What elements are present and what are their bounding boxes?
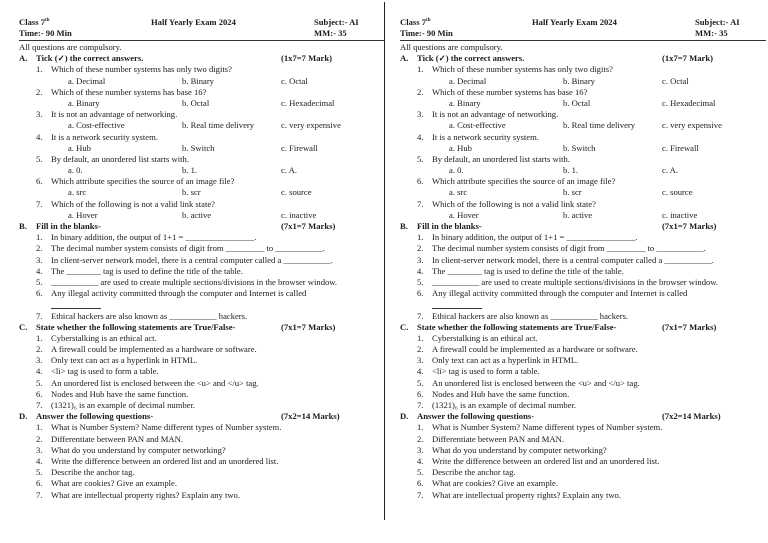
question-line [19,434,385,445]
option-a: a. Hub [68,142,91,153]
option-a: a. Decimal [68,75,106,86]
question-text: Only text can act as a hyperlink in HTML. [51,355,198,366]
question-line [19,243,385,254]
question-line [19,467,385,478]
question-text: (1321)₆ is an example of decimal number. [432,400,577,410]
option-b: b. Octal [563,97,591,108]
question-line [19,311,385,322]
section-heading [19,221,385,232]
question-line [19,490,385,501]
section-marks: (1x7=7 Mark) [662,53,713,64]
question-text: Describe the anchor tag. [51,467,135,478]
option-c: c. Hexadecimal [281,97,335,108]
option-a: a. Cost-effective [68,120,125,131]
section-marks: (7x1=7 Marks) [281,221,336,231]
section-heading [19,322,385,333]
section-letter: A. [400,53,409,64]
section-marks: (7x1=7 Marks) [662,321,717,332]
question-number: 3. [417,254,424,265]
question-text: An unordered list is enclosed between the <u> and </u> tag. [432,377,640,388]
question-line [19,199,385,210]
question-text: It is a network security system. [51,131,158,142]
option-c: c. A. [662,165,678,176]
question-text: What are cookies? Give an example. [432,478,558,489]
question-number: 2. [417,344,424,355]
question-text: It is a network security system. [432,131,539,142]
question-text: The decimal number system consists of digit from _________ to ___________. [432,243,706,254]
question-number: 2. [36,433,43,444]
options-row [400,120,766,131]
section-title: Tick (✓) the correct answers. [417,53,525,64]
answer-blank-line [19,299,385,310]
class-label [19,17,49,28]
answer-blank-line [400,299,766,310]
options-row [19,76,385,87]
question-line [19,176,385,187]
question-number: 4. [417,265,424,276]
class-superscript: th [45,18,50,24]
blank-underline [432,299,482,309]
question-number: 1. [417,422,424,433]
question-text: Which attribute specifies the source of an image file? [51,176,235,187]
option-b: b. scr [182,187,201,198]
class-text: Class 7 [400,17,427,27]
option-c: c. source [662,187,693,198]
time-label: Time:- 90 Min [19,28,72,38]
question-text: Any illegal activity committed through the computer and Internet is called [432,288,688,299]
question-line [400,445,766,456]
question-text: What are intellectual property rights? Explain any two. [432,489,621,500]
question-text: What do you understand by computer networking? [432,444,607,455]
section-marks: (7x1=7 Marks) [281,321,336,332]
question-number: 4. [36,265,43,276]
question-text: Write the difference between an ordered list and an unordered list. [432,455,660,466]
question-number: 4. [36,131,43,142]
section-title: Answer the following questions- [36,411,154,422]
question-line [400,64,766,75]
option-a: a. src [68,187,87,198]
question-line [19,109,385,120]
option-a: a. Hover [449,209,479,220]
question-line [400,132,766,143]
question-text: Describe the anchor tag. [432,467,516,478]
option-a: a. Decimal [449,75,487,86]
section-heading [400,221,766,232]
question-text: In binary addition, the output of 1+1 = ________________. [432,232,638,243]
section-heading [400,322,766,333]
question-number: 3. [36,444,43,455]
question-text: <li> tag is used to form a table. [432,366,540,377]
question-line [400,434,766,445]
question-number: 5. [417,377,424,388]
question-line [19,478,385,489]
page-divider [384,2,385,520]
question-text: By default, an unordered list starts with. [51,153,189,164]
option-b: b. active [563,209,593,220]
section-marks: (7x2=14 Marks) [281,411,340,422]
section-title: State whether the following statements are True/False- [36,321,236,332]
question-text: ___________ are used to create multiple sections/divisions in the browser window. [432,276,719,287]
question-line [19,400,385,411]
option-c: c. Octal [281,75,308,86]
question-text: What are intellectual property rights? Explain any two. [51,489,240,500]
question-number: 3. [36,254,43,265]
option-b: b. Switch [182,142,215,153]
question-text: ___________ are used to create multiple sections/divisions in the browser window. [51,276,338,287]
question-number: 2. [36,243,43,254]
section-marks: (1x7=7 Mark) [281,53,332,64]
question-line [400,311,766,322]
option-c: c. A. [281,165,297,176]
question-text: Only text can act as a hyperlink in HTML. [432,355,579,366]
question-number: 5. [417,467,424,478]
blank-underline [51,299,101,309]
max-marks-label: MM:- 35 [314,28,347,38]
section-letter: B. [400,221,408,231]
question-line [400,333,766,344]
question-text: (1321)₆ is an example of decimal number. [51,400,196,410]
option-a: a. 0. [449,165,464,176]
option-a: a. 0. [68,165,83,176]
question-line [400,344,766,355]
question-number: 7. [417,400,424,410]
question-line [400,109,766,120]
question-line [19,266,385,277]
question-line [400,389,766,400]
question-text: Cyberstalking is an ethical act. [51,332,157,343]
question-line [400,288,766,299]
question-number: 3. [36,109,43,120]
question-line [400,400,766,411]
question-text: Ethical hackers are also known as ___________ hackers. [51,310,248,321]
question-text: Differentiate between PAN and MAN. [432,433,564,444]
question-text: Which of these number systems has base 16? [51,86,207,97]
option-c: c. Hexadecimal [662,97,716,108]
question-text: A firewall could be implemented as a hardware or software. [432,344,638,355]
question-number: 7. [417,489,424,500]
question-number: 5. [36,377,43,388]
option-b: b. Switch [563,142,596,153]
options-row [19,120,385,131]
question-number: 1. [417,64,424,75]
question-number: 3. [417,444,424,455]
question-line [400,243,766,254]
option-b: b. 1. [563,165,579,176]
option-c: c. Firewall [662,142,699,153]
question-line [400,199,766,210]
question-text: Which of the following is not a valid link state? [432,198,596,209]
question-text: Differentiate between PAN and MAN. [51,433,183,444]
section-title: Fill in the blanks- [417,221,482,231]
question-text: Nodes and Hub have the same function. [432,388,570,399]
question-line [400,277,766,288]
section-heading [400,53,766,64]
question-number: 2. [36,344,43,355]
class-superscript: th [426,18,431,24]
question-text: <li> tag is used to form a table. [51,366,159,377]
question-number: 5. [36,467,43,478]
question-number: 3. [417,109,424,120]
question-line [19,154,385,165]
header-row-bottom [400,28,766,41]
class-text: Class 7 [19,17,46,27]
question-text: What is Number System? Name different types of Number system. [432,422,663,433]
question-text: Ethical hackers are also known as ___________ hackers. [432,310,629,321]
option-a: a. Hover [68,209,98,220]
option-b: b. Real time delivery [182,120,255,131]
option-c: c. Octal [662,75,689,86]
options-row [400,210,766,221]
option-b: b. Octal [182,97,210,108]
section-letter: B. [19,221,27,231]
subject-label: Subject:- AI [314,17,359,27]
options-row [19,187,385,198]
option-b: b. Real time delivery [563,120,636,131]
question-line [19,132,385,143]
question-number: 1. [417,332,424,343]
question-line [19,87,385,98]
question-text: Which of these number systems has base 16? [432,86,588,97]
question-number: 7. [417,310,424,321]
section-title: Tick (✓) the correct answers. [36,53,144,64]
option-b: b. active [182,209,212,220]
question-text: The ________ tag is used to define the title of the table. [432,265,624,276]
header-row-bottom [19,28,385,41]
question-number: 6. [36,176,43,187]
question-line [400,478,766,489]
options-row [400,143,766,154]
question-text: The decimal number system consists of digit from _________ to ___________. [51,243,325,254]
question-number: 6. [36,288,43,299]
question-text: Cyberstalking is an ethical act. [432,332,538,343]
section-letter: D. [19,411,28,422]
question-number: 4. [417,366,424,377]
question-text: In client-server network model, there is a central computer called a ___________. [51,254,333,265]
section-marks: (7x2=14 Marks) [662,411,721,422]
option-a: a. src [449,187,468,198]
question-number: 7. [36,198,43,209]
options-row [400,98,766,109]
question-line [19,333,385,344]
question-number: 3. [417,355,424,366]
question-number: 7. [36,489,43,500]
question-number: 6. [36,478,43,489]
section-heading [400,411,766,422]
question-number: 1. [36,64,43,75]
question-text: In client-server network model, there is a central computer called a ___________. [432,254,714,265]
section-letter: D. [400,411,409,422]
option-c: c. source [281,187,312,198]
question-text: A firewall could be implemented as a hardware or software. [51,344,257,355]
option-a: a. Hub [449,142,472,153]
question-number: 6. [417,288,424,299]
exam-copy-right [400,17,766,501]
question-number: 7. [36,400,43,410]
question-line [400,355,766,366]
question-number: 2. [36,86,43,97]
question-line [19,277,385,288]
subject-label: Subject:- AI [695,17,740,27]
question-number: 5. [417,153,424,164]
question-line [19,288,385,299]
question-number: 5. [417,276,424,287]
section-title: State whether the following statements are True/False- [417,321,617,332]
question-number: 4. [417,131,424,142]
question-line [400,266,766,277]
question-number: 1. [36,232,43,243]
question-line [400,456,766,467]
question-number: 1. [36,332,43,343]
question-number: 5. [36,276,43,287]
options-row [400,76,766,87]
question-line [400,255,766,266]
question-line [400,490,766,501]
question-line [19,64,385,75]
question-line [400,232,766,243]
question-number: 3. [36,355,43,366]
option-b: b. scr [563,187,582,198]
question-line [19,389,385,400]
question-text: The ________ tag is used to define the title of the table. [51,265,243,276]
question-text: It is not an advantage of networking. [51,109,178,120]
question-line [400,154,766,165]
question-number: 6. [417,176,424,187]
question-text: Which of the following is not a valid link state? [51,198,215,209]
question-line [19,344,385,355]
question-line [400,422,766,433]
header-row-top [400,17,766,28]
question-line [400,467,766,478]
section-letter: A. [19,53,28,64]
section-heading [19,411,385,422]
options-row [19,210,385,221]
question-line [19,355,385,366]
option-c: c. Firewall [281,142,318,153]
question-line [400,176,766,187]
question-line [400,378,766,389]
question-text: An unordered list is enclosed between the <u> and </u> tag. [51,377,259,388]
question-line [19,366,385,377]
option-b: b. Binary [563,75,595,86]
question-text: It is not an advantage of networking. [432,109,559,120]
question-line [19,232,385,243]
section-marks: (7x1=7 Marks) [662,221,717,231]
option-a: a. Binary [449,97,481,108]
exam-title: Half Yearly Exam 2024 [532,17,617,27]
option-c: c. inactive [662,209,698,220]
question-number: 7. [417,198,424,209]
question-text: Any illegal activity committed through the computer and Internet is called [51,288,307,299]
question-number: 2. [417,243,424,254]
question-line [19,255,385,266]
header-row-top [19,17,385,28]
section-letter: C. [400,321,409,332]
question-number: 4. [36,366,43,377]
option-a: a. Cost-effective [449,120,506,131]
question-text: What are cookies? Give an example. [51,478,177,489]
question-text: In binary addition, the output of 1+1 = ________________. [51,232,257,243]
question-number: 4. [417,455,424,466]
section-letter: C. [19,321,28,332]
question-line [19,422,385,433]
question-number: 6. [417,388,424,399]
exam-copy-left [19,17,385,501]
question-line [19,456,385,467]
option-c: c. very expensive [281,120,341,131]
question-text: Which of these number systems has only two digits? [432,64,613,75]
question-text: Which of these number systems has only two digits? [51,64,232,75]
question-text: Write the difference between an ordered list and an unordered list. [51,455,279,466]
question-text: What is Number System? Name different types of Number system. [51,422,282,433]
question-number: 7. [36,310,43,321]
question-number: 1. [36,422,43,433]
max-marks-label: MM:- 35 [695,28,728,38]
options-row [400,165,766,176]
option-c: c. inactive [281,209,317,220]
instruction-text: All questions are compulsory. [400,42,503,52]
options-row [400,187,766,198]
options-row [19,165,385,176]
question-text: Nodes and Hub have the same function. [51,388,189,399]
question-line [400,366,766,377]
exam-title: Half Yearly Exam 2024 [151,17,236,27]
option-a: a. Binary [68,97,100,108]
question-number: 1. [417,232,424,243]
instruction-text: All questions are compulsory. [19,42,122,52]
option-c: c. very expensive [662,120,722,131]
question-text: What do you understand by computer networking? [51,444,226,455]
question-text: Which attribute specifies the source of an image file? [432,176,616,187]
section-title: Fill in the blanks- [36,221,101,231]
options-row [19,143,385,154]
options-row [19,98,385,109]
option-b: b. Binary [182,75,214,86]
question-text: By default, an unordered list starts with. [432,153,570,164]
section-title: Answer the following questions- [417,411,535,422]
question-line [19,378,385,389]
section-heading [19,53,385,64]
question-number: 5. [36,153,43,164]
question-number: 4. [36,455,43,466]
question-number: 2. [417,433,424,444]
option-b: b. 1. [182,165,198,176]
question-line [19,445,385,456]
question-number: 2. [417,86,424,97]
question-number: 6. [417,478,424,489]
question-line [400,87,766,98]
class-label [400,17,430,28]
question-number: 6. [36,388,43,399]
time-label: Time:- 90 Min [400,28,453,38]
